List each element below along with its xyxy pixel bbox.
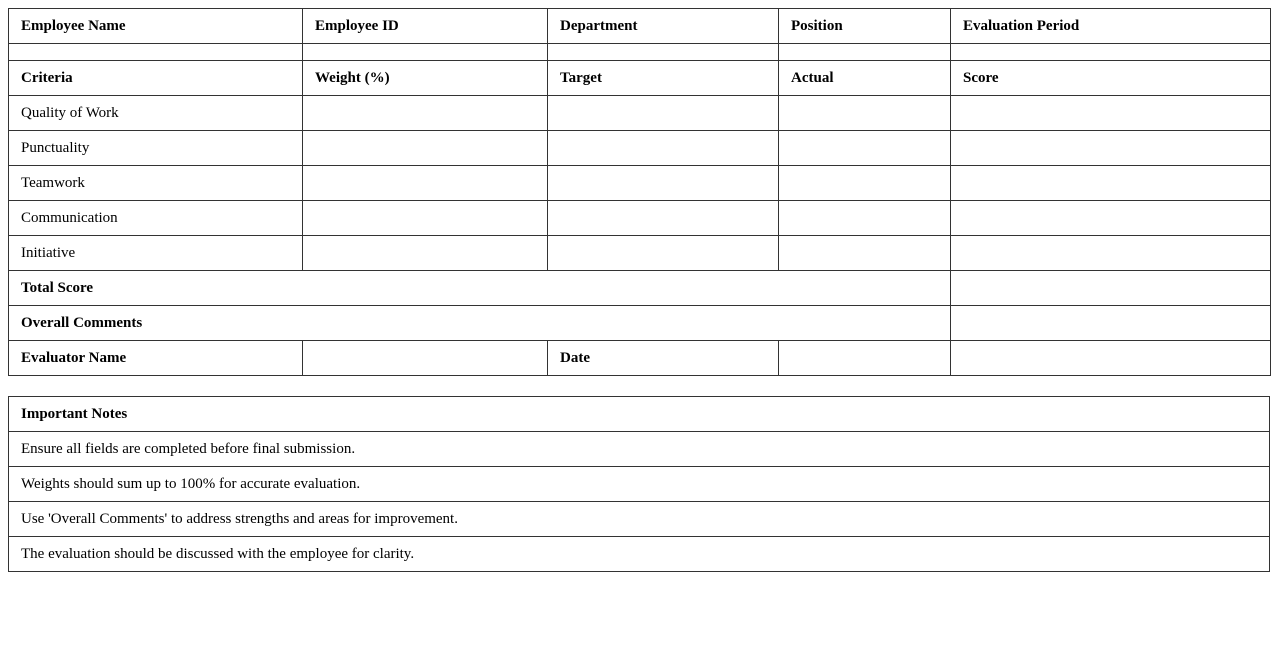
- criteria-row: [9, 166, 1271, 201]
- criteria-label: Communication: [9, 201, 303, 236]
- header-department: Department: [548, 9, 779, 44]
- criteria-row: [9, 131, 1271, 166]
- score-cell[interactable]: [951, 131, 1271, 166]
- employee-info-header-row: [9, 9, 1271, 44]
- actual-cell[interactable]: [779, 201, 951, 236]
- evaluation-period-cell[interactable]: [951, 44, 1271, 61]
- header-target: Target: [548, 61, 779, 96]
- position-cell[interactable]: [779, 44, 951, 61]
- header-employee-id: Employee ID: [303, 9, 548, 44]
- employee-id-cell[interactable]: [303, 44, 548, 61]
- actual-cell[interactable]: [779, 131, 951, 166]
- score-cell[interactable]: [951, 201, 1271, 236]
- evaluator-name-cell[interactable]: [303, 341, 548, 376]
- header-evaluation-period: Evaluation Period: [951, 9, 1271, 44]
- header-actual: Actual: [779, 61, 951, 96]
- overall-comments-row: [9, 306, 1271, 341]
- criteria-row: [9, 236, 1271, 271]
- important-notes-table: [8, 396, 1270, 572]
- criteria-row: [9, 201, 1271, 236]
- weight-cell[interactable]: [303, 166, 548, 201]
- target-cell[interactable]: [548, 201, 779, 236]
- criteria-row: [9, 96, 1271, 131]
- note-item: The evaluation should be discussed with the employee for clarity.: [9, 537, 1270, 572]
- header-score: Score: [951, 61, 1271, 96]
- overall-comments-cell[interactable]: [951, 306, 1271, 341]
- total-score-cell[interactable]: [951, 271, 1271, 306]
- criteria-label: Quality of Work: [9, 96, 303, 131]
- weight-cell[interactable]: [303, 96, 548, 131]
- target-cell[interactable]: [548, 131, 779, 166]
- weight-cell[interactable]: [303, 236, 548, 271]
- target-cell[interactable]: [548, 236, 779, 271]
- evaluator-extra-cell[interactable]: [951, 341, 1271, 376]
- employee-name-cell[interactable]: [9, 44, 303, 61]
- department-cell[interactable]: [548, 44, 779, 61]
- actual-cell[interactable]: [779, 166, 951, 201]
- target-cell[interactable]: [548, 96, 779, 131]
- weight-cell[interactable]: [303, 201, 548, 236]
- evaluator-row: [9, 341, 1271, 376]
- score-cell[interactable]: [951, 236, 1271, 271]
- criteria-label: Punctuality: [9, 131, 303, 166]
- weight-cell[interactable]: [303, 131, 548, 166]
- note-item: Weights should sum up to 100% for accurate evaluation.: [9, 467, 1270, 502]
- total-score-row: [9, 271, 1271, 306]
- evaluator-name-label: Evaluator Name: [9, 341, 303, 376]
- actual-cell[interactable]: [779, 96, 951, 131]
- total-score-label: Total Score: [9, 271, 951, 306]
- employee-info-value-row: [9, 44, 1271, 61]
- header-criteria: Criteria: [9, 61, 303, 96]
- header-employee-name: Employee Name: [9, 9, 303, 44]
- score-cell[interactable]: [951, 166, 1271, 201]
- notes-title: Important Notes: [9, 397, 1270, 432]
- evaluation-form-table: [8, 8, 1271, 376]
- header-position: Position: [779, 9, 951, 44]
- date-cell[interactable]: [779, 341, 951, 376]
- score-cell[interactable]: [951, 96, 1271, 131]
- actual-cell[interactable]: [779, 236, 951, 271]
- date-label: Date: [548, 341, 779, 376]
- criteria-header-row: [9, 61, 1271, 96]
- overall-comments-label: Overall Comments: [9, 306, 951, 341]
- note-item: Use 'Overall Comments' to address strengths and areas for improvement.: [9, 502, 1270, 537]
- header-weight: Weight (%): [303, 61, 548, 96]
- note-item: Ensure all fields are completed before final submission.: [9, 432, 1270, 467]
- criteria-label: Teamwork: [9, 166, 303, 201]
- criteria-label: Initiative: [9, 236, 303, 271]
- target-cell[interactable]: [548, 166, 779, 201]
